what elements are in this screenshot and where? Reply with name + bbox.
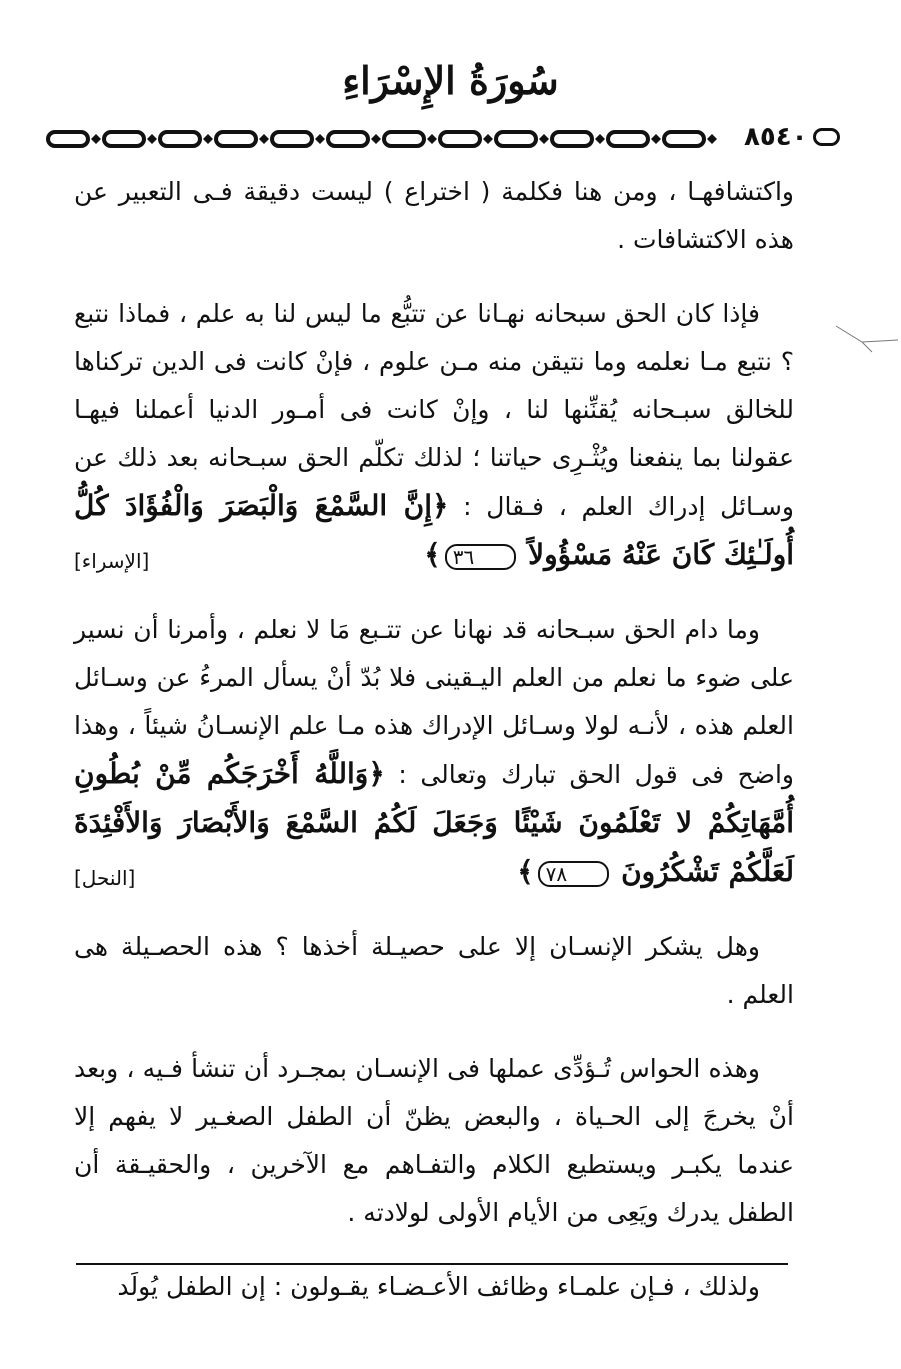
- chain-link: [160, 132, 200, 146]
- chain-link: [496, 132, 536, 146]
- chain-link: [552, 132, 592, 146]
- paragraph-5: [74, 1045, 794, 1237]
- chain-diamond: [651, 134, 661, 144]
- paragraph-2: [74, 290, 794, 580]
- chain-diamond: [595, 134, 605, 144]
- scan-artifact-icon: [832, 320, 901, 360]
- chain-link: [664, 132, 704, 146]
- page-number-block: [744, 119, 840, 155]
- paragraph-text: وما دام الحق سبـحانه قد نهانا عن تتـبع مَا لا نعلم ، وأمرنا أن نسير على ضوء ما نعلم من العلم اليـقينى فلا بُدّ أنْ يسأل المرءُ عن وسـائل العلم هذه ، لأنـه لولا وسـائل الإدراك هذه مـا علم الإنسـانُ شيئاً ، وهذا واضح فى قول الحق تبارك وتعالى :: [74, 615, 794, 789]
- page-number: ٨٥٤٠: [744, 122, 808, 152]
- verse-close-bracket: ﴾: [424, 538, 441, 571]
- chain-diamond: [203, 134, 213, 144]
- chain-link: [440, 132, 480, 146]
- chain-diamond: [427, 134, 437, 144]
- chain-diamond: [483, 134, 493, 144]
- surah-title: سُورَةُ الإِسْرَاءِ: [342, 58, 559, 103]
- paragraph-text: واكتشافهـا ، ومن هنا فكلمة ( اختراع ) ليست دقيقة فـى التعبير عن هذه الاكتشافات .: [74, 177, 794, 254]
- chain-link: [384, 132, 424, 146]
- chain-link: [104, 132, 144, 146]
- quran-verse: ﴿وَاللَّهُ أَخْرَجَكُم مِّنْ بُطُونِ أُمَّهَاتِكُمْ لا تَعْلَمُونَ شَيْئًا وَجَعَلَ لَكُمُ السَّمْعَ وَالأَبْصَارَ وَالأَفْئِدَةَ لَعَلَّكُمْ تَشْكُرُونَ: [74, 757, 794, 888]
- paragraph-1: [74, 168, 794, 264]
- body-text: [74, 168, 794, 1337]
- ayah-number: ٧٨: [538, 861, 609, 887]
- chain-diamond: [707, 134, 717, 144]
- ornamental-chain-rule: [44, 122, 744, 156]
- chain-link: [216, 132, 256, 146]
- chain-diamond: [371, 134, 381, 144]
- chain-link: [328, 132, 368, 146]
- verse-close-bracket: ﴾: [517, 855, 534, 888]
- paragraph-6: [74, 1263, 794, 1311]
- paragraph-text: وهل يشكر الإنسـان إلا على حصيـلة أخذها ؟ هذه الحصـيلة هى العلم .: [74, 932, 794, 1009]
- chain-link: [48, 132, 88, 146]
- chain-link: [608, 132, 648, 146]
- paragraph-4: [74, 923, 794, 1019]
- surah-reference: [الإسراء]: [74, 549, 150, 573]
- chain-diamond: [259, 134, 269, 144]
- quran-verse: ﴿إِنَّ السَّمْعَ وَالْبَصَرَ وَالْفُؤَادَ كُلُّ أُولَـٰئِكَ كَانَ عَنْهُ مَسْؤُولاً: [74, 489, 794, 571]
- page-number-ornament-icon: [813, 128, 840, 146]
- chain-diamond: [539, 134, 549, 144]
- paragraph-text: ولذلك ، فـإن علمـاء وظائف الأعـضـاء يقـولون : إن الطفل يُولَد: [117, 1272, 760, 1301]
- chain-diamond: [315, 134, 325, 144]
- chain-diamond: [91, 134, 101, 144]
- chain-diamond: [147, 134, 157, 144]
- ayah-number: ٣٦: [445, 544, 516, 570]
- footnote-divider: [76, 1263, 788, 1265]
- paragraph-text: وهذه الحواس تُـؤدِّى عملها فى الإنسـان بمجـرد أن تنشأ فـيه ، وبعد أنْ يخرجَ إلى الحـياة ، والبعض يظنّ أن الطفل الصغـير لا يفهم إلا عندما يكبـر ويستطيع الكلام والتفـاهم مع الآخرين ، والحقيـقة أن الطفل يدرك ويَعِى من الأيام الأولى لولادته .: [74, 1054, 794, 1227]
- surah-reference: [النحل]: [74, 866, 136, 890]
- paragraph-3: [74, 606, 794, 897]
- paragraph-text: فإذا كان الحق سبحانه نهـانا عن تتبُّع ما ليس لنا به علم ، فماذا نتبع ؟ نتبع مـا نعلمه وما نتيقن منه مـن علوم ، فإنْ كانت فى الدين تركناها للخالق سبـحانه يُقنِّنها لنا ، وإنْ كانت فى أمـور الدنيا أعملنا فيهـا عقولنا بما ينفعنا ويُثْـرِى حياتنا ؛ لذلك تكلّم الحق سبـحانه بعد ذلك عن وسـائل إدراك العلم ، فـقال :: [74, 299, 794, 521]
- chain-link: [272, 132, 312, 146]
